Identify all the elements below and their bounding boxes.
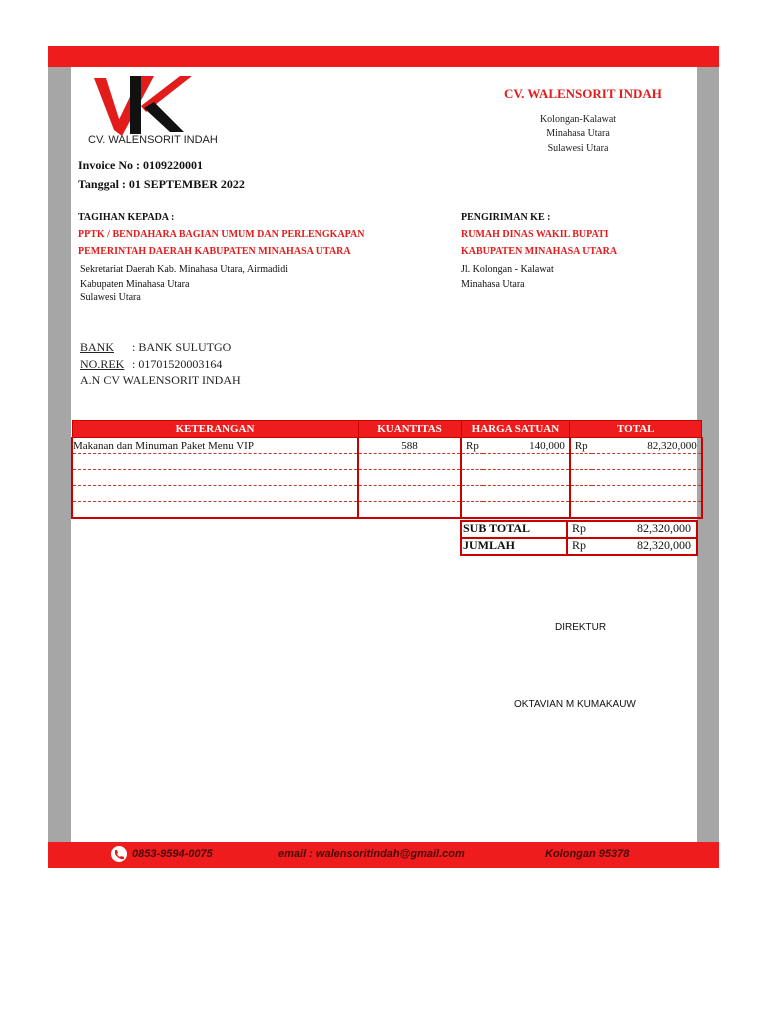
- bank-label: BANK: [80, 340, 115, 354]
- ship-to-address: Minahasa Utara: [461, 279, 525, 290]
- table-row: [72, 486, 702, 502]
- subtotal-label: SUB TOTAL: [463, 521, 531, 535]
- company-address-line: Minahasa Utara: [546, 128, 610, 139]
- ship-to-heading: PENGIRIMAN KE :: [461, 212, 551, 223]
- company-address-line: Sulawesi Utara: [547, 143, 609, 154]
- ship-to-name: RUMAH DINAS WAKIL BUPATI: [461, 229, 609, 240]
- account-number: : 01701520003164: [132, 357, 223, 371]
- invoice-number: Invoice No : 0109220001: [78, 158, 203, 172]
- item-total-currency: Rp: [570, 438, 592, 454]
- company-address-line: Kolongan-Kalawat: [539, 114, 617, 125]
- item-description: Makanan dan Minuman Paket Menu VIP: [72, 438, 358, 454]
- item-quantity: 588: [358, 438, 461, 454]
- phone-icon: [108, 845, 130, 863]
- column-header: HARGA SATUAN: [461, 421, 570, 438]
- logo-caption: CV. WALENSORIT INDAH: [88, 134, 218, 146]
- table-row: [72, 454, 702, 470]
- footer-phone: 0853-9594-0075: [132, 848, 213, 860]
- subtotal-value: 82,320,000: [637, 521, 691, 535]
- bill-to-address: Kabupaten Minahasa Utara: [80, 279, 190, 290]
- jumlah-label: JUMLAH: [463, 538, 515, 552]
- signature-title: DIREKTUR: [555, 622, 607, 633]
- bill-to-name: PEMERINTAH DAERAH KABUPATEN MINAHASA UTARA: [78, 246, 351, 257]
- company-name: CV. WALENSORIT INDAH: [504, 86, 662, 101]
- item-price-currency: Rp: [461, 438, 483, 454]
- bank-value: : BANK SULUTGO: [132, 340, 232, 354]
- footer-location: Kolongan 95378: [545, 848, 630, 860]
- items-table: [71, 420, 703, 519]
- subtotal-currency: Rp: [572, 521, 587, 535]
- signature-name: OKTAVIAN M KUMAKAUW: [514, 699, 636, 710]
- bill-to-name: PPTK / BENDAHARA BAGIAN UMUM DAN PERLENGKAPAN: [78, 229, 365, 240]
- account-label: NO.REK: [80, 357, 125, 371]
- account-owner: A.N CV WALENSORIT INDAH: [80, 373, 241, 387]
- item-total: 82,320,000: [592, 438, 702, 454]
- jumlah-value: 82,320,000: [637, 538, 691, 552]
- top-red-bar: [48, 46, 719, 67]
- jumlah-currency: Rp: [572, 538, 587, 552]
- item-price: 140,000: [483, 438, 570, 454]
- table-row: [72, 470, 702, 486]
- ship-to-name: KABUPATEN MINAHASA UTARA: [461, 246, 618, 257]
- bill-to-address: Sekretariat Daerah Kab. Minahasa Utara, Airmadidi: [80, 264, 288, 275]
- footer-email: email : walensoritindah@gmail.com: [278, 848, 465, 860]
- table-header-row: [72, 421, 702, 438]
- table-row: [72, 438, 702, 454]
- ship-to-address: Jl. Kolongan - Kalawat: [461, 264, 554, 275]
- bill-to-address: Sulawesi Utara: [80, 292, 141, 303]
- invoice-date: Tanggal : 01 SEPTEMBER 2022: [78, 177, 245, 191]
- column-header: KUANTITAS: [358, 421, 461, 438]
- table-row: [72, 502, 702, 519]
- bill-to-heading: TAGIHAN KEPADA :: [78, 212, 175, 223]
- column-header: TOTAL: [570, 421, 702, 438]
- column-header: KETERANGAN: [72, 421, 358, 438]
